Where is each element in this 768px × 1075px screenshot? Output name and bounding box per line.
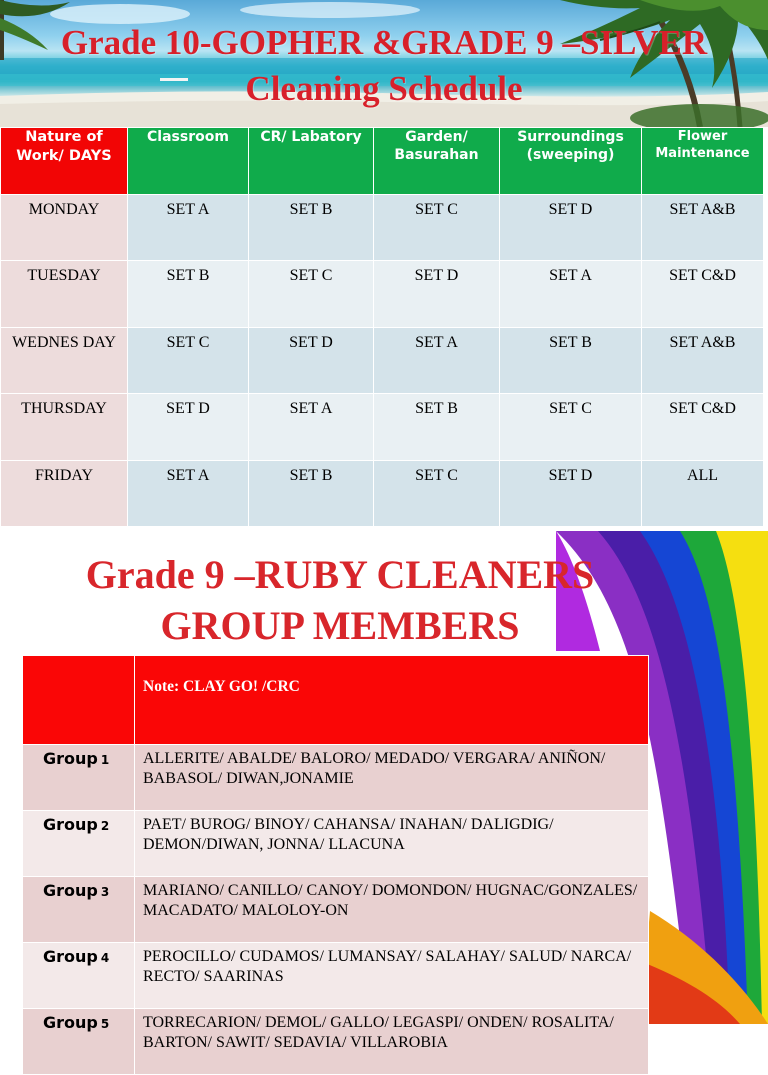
header-surroundings: Surroundings (sweeping) — [500, 128, 642, 195]
group-label — [23, 811, 135, 877]
group-members-title — [20, 549, 660, 651]
table-row — [1, 327, 764, 393]
group-members-cell: ALLERITE/ ABALDE/ BALORO/ MEDADO/ VERGARA/ ANIÑON/ BABASOL/ DIWAN,JONAMIE — [135, 745, 649, 811]
header-garden: Garden/ Basurahan — [374, 128, 500, 195]
group-number: 5 — [100, 1017, 110, 1031]
group-word: Group — [43, 947, 98, 966]
assignment-cell: SET D — [374, 261, 500, 327]
table-row — [23, 811, 649, 877]
assignment-cell: SET B — [374, 394, 500, 460]
group-members-cell: MARIANO/ CANILLO/ CANOY/ DOMONDON/ HUGNAC/GONZALES/ MACADATO/ MALOLOY-ON — [135, 877, 649, 943]
assignment-cell: SET C&D — [642, 261, 764, 327]
header-classroom: Classroom — [128, 128, 249, 195]
schedule-header-row — [1, 128, 764, 195]
header-blank-cell — [23, 656, 135, 745]
group-word: Group — [43, 881, 98, 900]
table-row — [23, 943, 649, 1009]
table-row — [23, 745, 649, 811]
day-cell: THURSDAY — [1, 394, 128, 460]
schedule-title-line2: Cleaning Schedule — [245, 69, 523, 108]
assignment-cell: SET D — [500, 460, 642, 526]
assignment-cell: SET C — [500, 394, 642, 460]
table-row — [1, 195, 764, 261]
assignment-cell: SET A — [249, 394, 374, 460]
header-cr-labatory: CR/ Labatory — [249, 128, 374, 195]
group-number: 4 — [100, 951, 110, 965]
group-members-slide — [0, 531, 768, 1051]
table-row — [23, 1009, 649, 1075]
assignment-cell: SET D — [249, 327, 374, 393]
group-title-line2: GROUP MEMBERS — [160, 603, 520, 648]
assignment-cell: ALL — [642, 460, 764, 526]
day-cell: TUESDAY — [1, 261, 128, 327]
cleaning-schedule-table — [0, 127, 764, 527]
group-number: 2 — [100, 819, 110, 833]
assignment-cell: SET B — [249, 195, 374, 261]
header-flower-maintenance: Flower Maintenance — [642, 128, 764, 195]
note-cell: Note: CLAY GO! /CRC — [135, 656, 649, 745]
group-word: Group — [43, 1013, 98, 1032]
assignment-cell: SET B — [500, 327, 642, 393]
assignment-cell: SET A&B — [642, 195, 764, 261]
cleaning-schedule-slide — [0, 0, 768, 527]
day-cell: MONDAY — [1, 195, 128, 261]
assignment-cell: SET C — [374, 195, 500, 261]
header-nature-of-work: Nature of Work/ DAYS — [1, 128, 128, 195]
group-table-header-row — [23, 656, 649, 745]
assignment-cell: SET A — [128, 195, 249, 261]
table-row — [1, 460, 764, 526]
day-cell: FRIDAY — [1, 460, 128, 526]
group-word: Group — [43, 749, 98, 768]
group-label — [23, 943, 135, 1009]
group-word: Group — [43, 815, 98, 834]
group-label — [23, 745, 135, 811]
table-row — [23, 877, 649, 943]
assignment-cell: SET A — [500, 261, 642, 327]
group-number: 1 — [100, 753, 110, 767]
assignment-cell: SET A&B — [642, 327, 764, 393]
assignment-cell: SET D — [128, 394, 249, 460]
group-number: 3 — [100, 885, 110, 899]
table-row — [1, 261, 764, 327]
group-members-cell: PEROCILLO/ CUDAMOS/ LUMANSAY/ SALAHAY/ SALUD/ NARCA/ RECTO/ SAARINAS — [135, 943, 649, 1009]
group-label — [23, 1009, 135, 1075]
assignment-cell: SET B — [128, 261, 249, 327]
assignment-cell: SET B — [249, 460, 374, 526]
assignment-cell: SET D — [500, 195, 642, 261]
assignment-cell: SET C — [128, 327, 249, 393]
group-title-line1: Grade 9 –RUBY CLEANERS — [85, 552, 595, 597]
day-cell: WEDNES DAY — [1, 327, 128, 393]
group-members-cell: PAET/ BUROG/ BINOY/ CAHANSA/ INAHAN/ DALIGDIG/ DEMON/DIWAN, JONNA/ LLACUNA — [135, 811, 649, 877]
schedule-title — [0, 20, 768, 112]
assignment-cell: SET A — [128, 460, 249, 526]
group-members-cell: TORRECARION/ DEMOL/ GALLO/ LEGASPI/ ONDEN/ ROSALITA/ BARTON/ SAWIT/ SEDAVIA/ VILLAROBIA — [135, 1009, 649, 1075]
assignment-cell: SET C — [249, 261, 374, 327]
group-label — [23, 877, 135, 943]
schedule-title-line1: Grade 10-GOPHER &GRADE 9 –SILVER — [60, 23, 708, 62]
table-row — [1, 394, 764, 460]
assignment-cell: SET A — [374, 327, 500, 393]
group-members-table — [22, 655, 649, 1075]
assignment-cell: SET C — [374, 460, 500, 526]
assignment-cell: SET C&D — [642, 394, 764, 460]
